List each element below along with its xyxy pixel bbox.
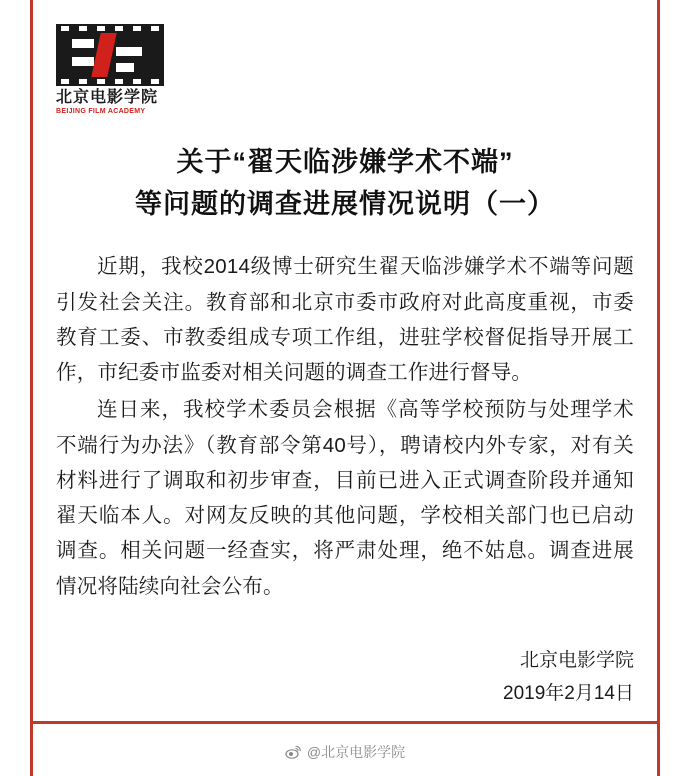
signature-organization: 北京电影学院 [519, 649, 634, 671]
weibo-icon [285, 744, 301, 760]
film-strip-logo-icon [56, 24, 164, 86]
logo-inner-graphic [56, 33, 164, 77]
signature-date: 2019年2月14日 [503, 683, 634, 705]
page-title-line-1: 关于“翟天临涉嫌学术不端” [176, 146, 514, 177]
footer-red-rule [30, 721, 660, 724]
film-perforations-bottom [56, 77, 164, 86]
academy-logo [56, 24, 168, 116]
page-title-line-2: 等问题的调查进展情况说明（一） [135, 188, 555, 219]
logo-name-en: BEIJING FILM ACADEMY [56, 107, 146, 115]
document-body [56, 249, 634, 604]
footer-attribution [0, 742, 690, 762]
film-perforations-top [56, 24, 164, 33]
logo-name-cn: 北京电影学院 [56, 89, 159, 106]
page-title [56, 142, 634, 226]
weibo-handle: @北京电影学院 [306, 744, 406, 760]
paragraph: 连日来，我校学术委员会根据《高等学校预防与处理学术不端行为办法》（教育部令第40号），聘请校内外专家，对有关材料进行了调取和初步审查，目前已进入正式调查阶段并通知翟天临本人。对网友反映的其他问题，学校相关部门也已启动调查。相关问题一经查实，将严肃处理，绝不姑息。调查进展情况将陆续向社会公布。 [56, 398, 634, 598]
signature-block [56, 644, 634, 711]
paragraph: 近期，我校2014级博士研究生翟天临涉嫌学术不端等问题引发社会关注。教育部和北京市委市政府对此高度重视，市委教育工委、市教委组成专项工作组，进驻学校督促指导开展工作，市纪委市监委对相关问题的调查工作进行督导。 [56, 255, 634, 385]
